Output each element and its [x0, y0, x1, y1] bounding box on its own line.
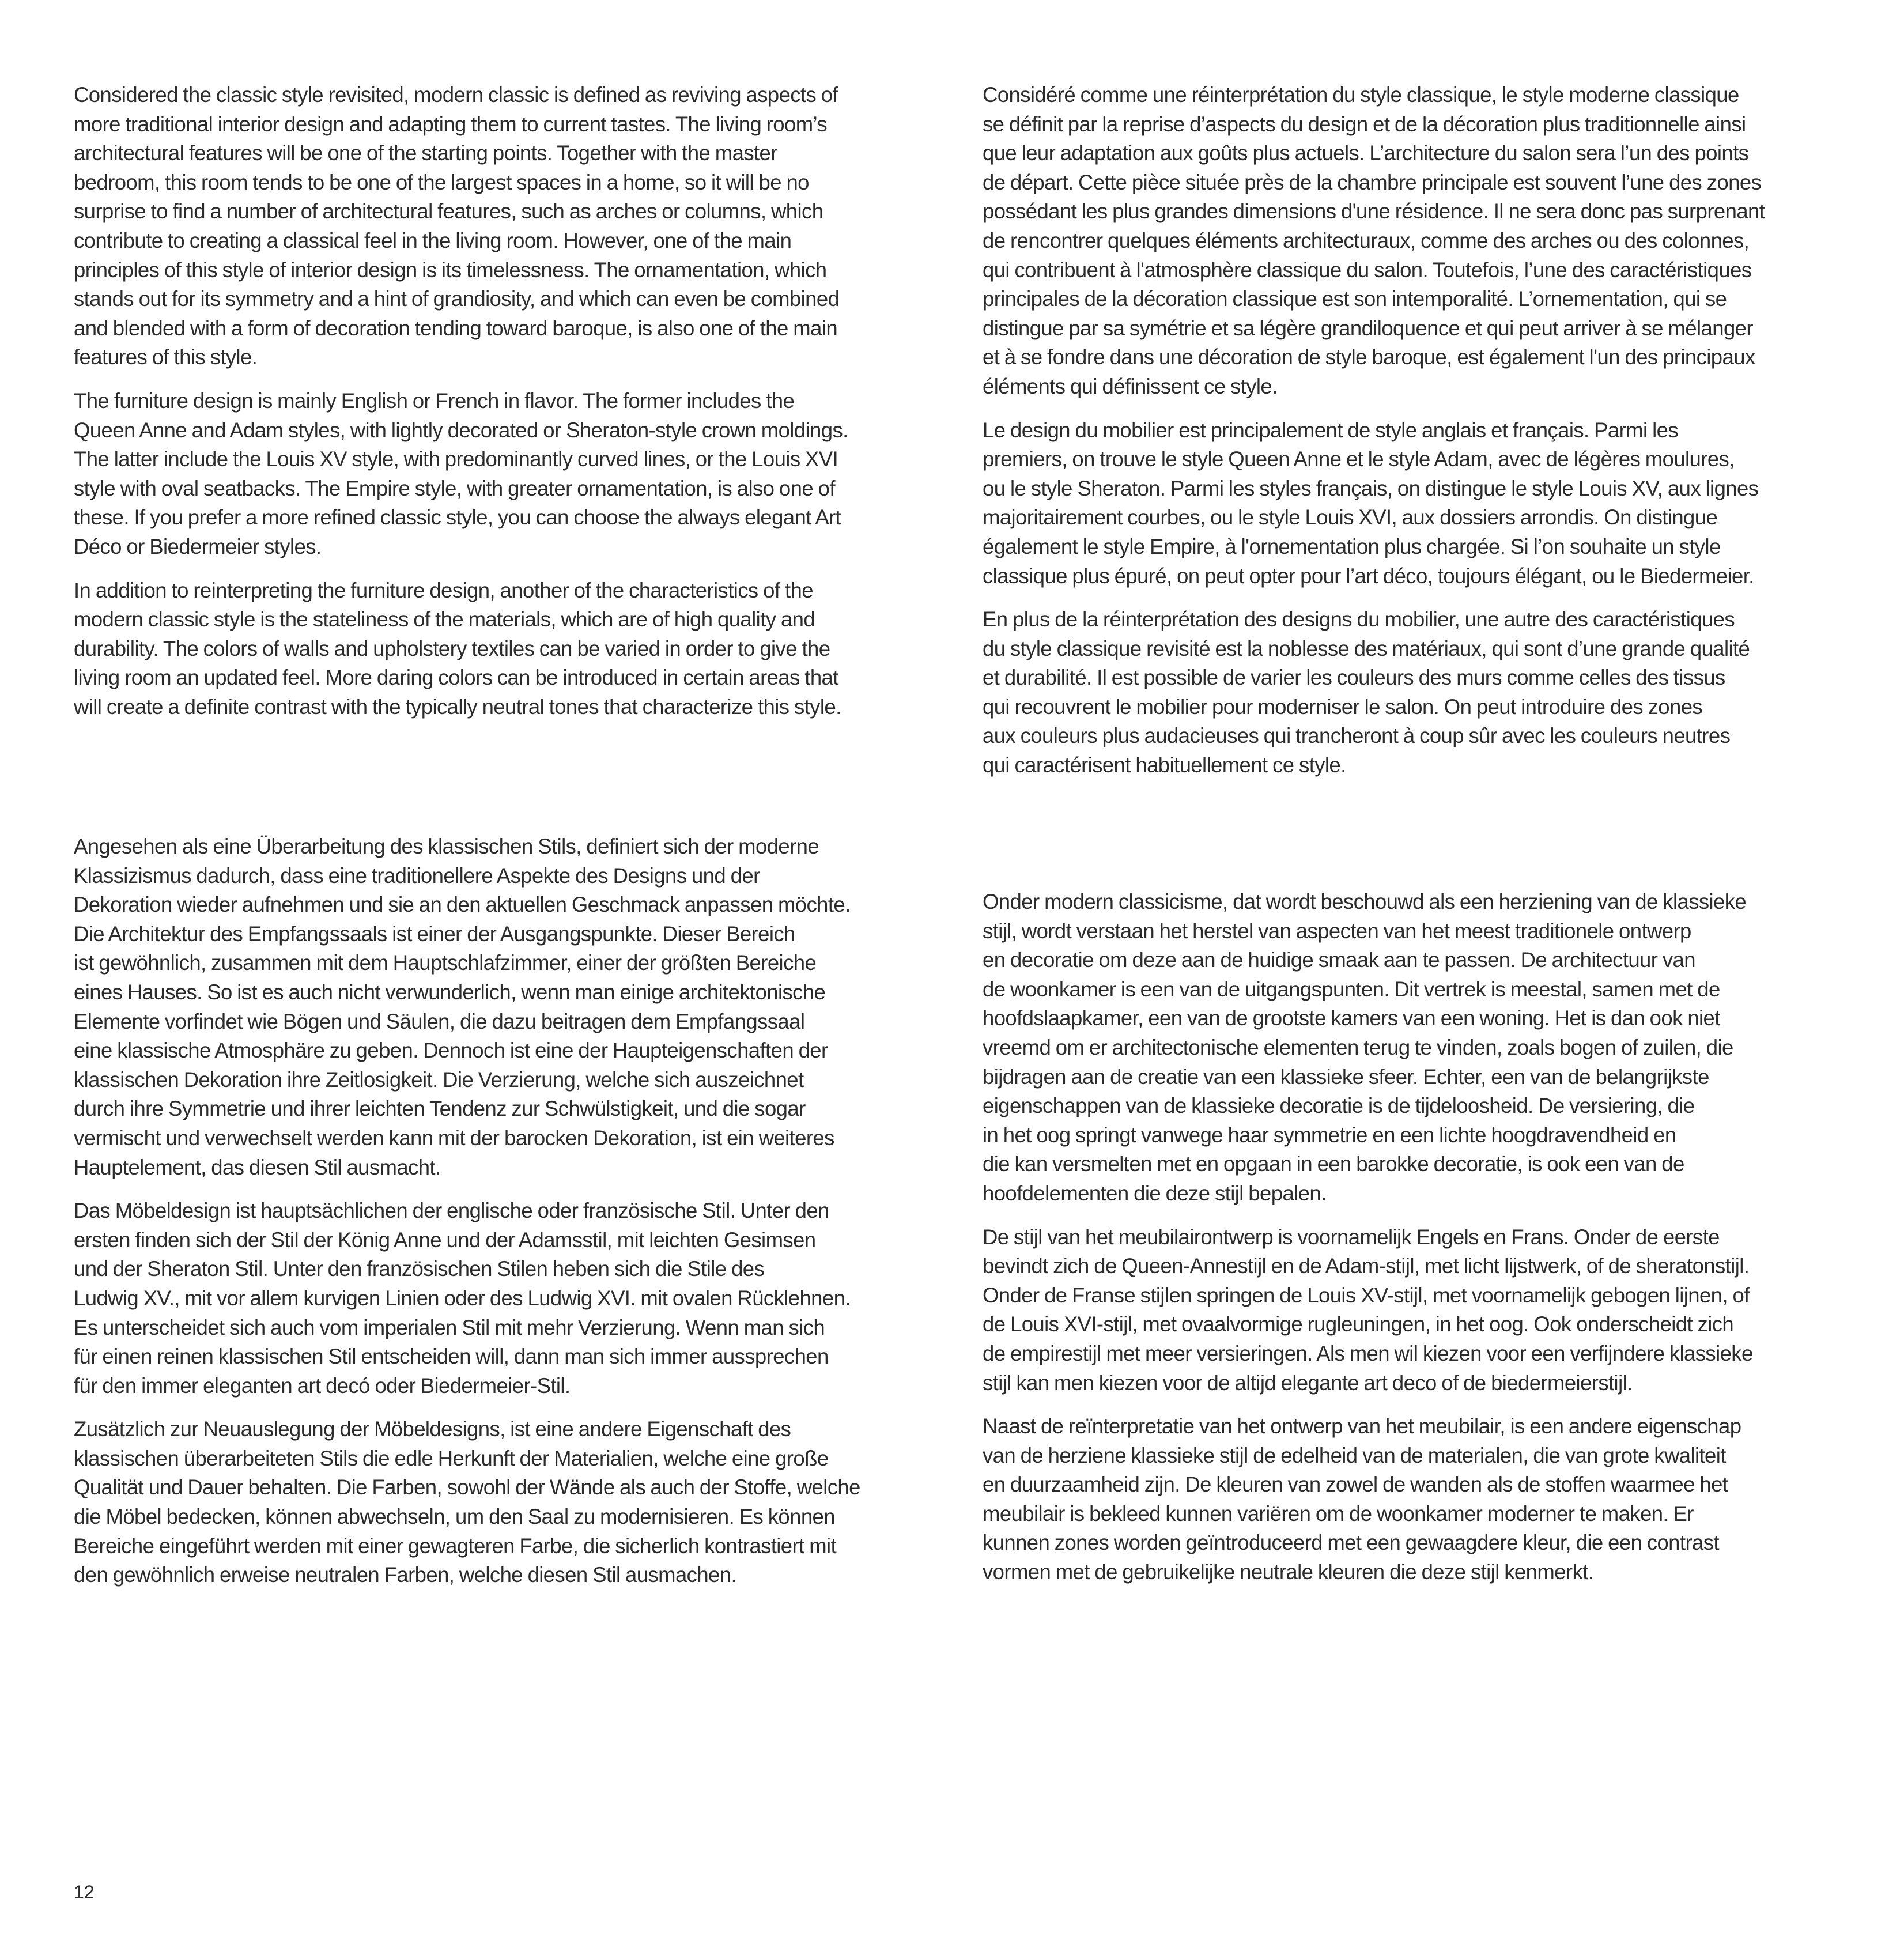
french-paragraph-1 — [983, 81, 1847, 402]
text-line: eigenschappen van de klassieke decoratie is de tijdeloosheid. De versiering, die — [983, 1094, 1695, 1118]
text-line: Onder de Franse stijlen springen de Louis XV-stijl, met voornamelijk gebogen lijnen, of — [983, 1283, 1750, 1307]
text-line: majoritairement courbes, ou le style Louis XVI, aux dossiers arrondis. On distingue — [983, 505, 1718, 530]
text-line: features of this style. — [74, 345, 258, 369]
text-line: these. If you prefer a more refined classic style, you can choose the always elegant Art — [74, 505, 841, 530]
text-line: will create a definite contrast with the typically neutral tones that characterize this style. — [74, 694, 841, 719]
text-line: distingue par sa symétrie et sa légère grandiloquence et qui peut arriver à se mélanger — [983, 316, 1753, 340]
text-line: für einen reinen klassischen Stil entscheiden will, dann man sich immer aussprechen — [74, 1345, 829, 1369]
text-line: de rencontrer quelques éléments architecturaux, comme des arches ou des colonnes, — [983, 228, 1750, 252]
text-line: qui recouvrent le mobilier pour moderniser le salon. On peut introduire des zones — [983, 694, 1703, 719]
text-line: The furniture design is mainly English or French in flavor. The former includes the — [74, 388, 795, 413]
text-line: modern classic style is the stateliness of the materials, which are of high quality and — [74, 607, 815, 632]
french-text-column — [983, 81, 1847, 795]
dutch-paragraph-3 — [983, 1412, 1847, 1587]
text-line: et durabilité. Il est possible de varier les couleurs des murs comme celles des tissus — [983, 666, 1725, 690]
german-paragraph-2 — [74, 1196, 938, 1400]
text-line: ist gewöhnlich, zusammen mit dem Hauptschlafzimmer, einer der größten Bereiche — [74, 951, 817, 975]
text-line: Die Architektur des Empfangssaals ist einer der Ausgangspunkte. Dieser Bereich — [74, 922, 795, 946]
text-line: surprise to find a number of architectural features, such as arches or columns, which — [74, 199, 823, 224]
text-line: Queen Anne and Adam styles, with lightly decorated or Sheraton-style crown moldings. — [74, 418, 848, 442]
text-line: Onder modern classicisme, dat wordt beschouwd als een herziening van de klassieke — [983, 890, 1747, 913]
english-paragraph-3 — [74, 576, 938, 722]
text-line: more traditional interior design and adapting them to current tastes. The living room’s — [74, 112, 828, 136]
text-line: meubilair is bekleed kunnen variëren om de woonkamer moderner te maken. Er — [983, 1501, 1694, 1526]
text-line: En plus de la réinterprétation des designs du mobilier, une autre des caractéristiques — [983, 607, 1735, 632]
text-line: living room an updated feel. More daring colors can be introduced in certain areas that — [74, 666, 838, 690]
text-line: durch ihre Symmetrie und ihrer leichten Tendenz zur Schwülstigkeit, und die sogar — [74, 1097, 806, 1121]
text-line: Angesehen als eine Überarbeitung des klassischen Stils, definiert sich der moderne — [74, 835, 819, 858]
text-line: kunnen zones worden geïntroduceerd met een gewaagdere kleur, die een contrast — [983, 1531, 1719, 1555]
text-line: contribute to creating a classical feel in the living room. However, one of the main — [74, 228, 792, 252]
text-line: en decoratie om deze aan de huidige smaak aan te passen. De architectuur van — [983, 948, 1695, 972]
text-line: premiers, on trouve le style Queen Anne et le style Adam, avec de légères moulures, — [983, 447, 1735, 471]
english-paragraph-1 — [74, 81, 938, 372]
text-line: Das Möbeldesign ist hauptsächlichen der englische oder französische Stil. Unter den — [74, 1199, 829, 1223]
text-line: in het oog springt vanwege haar symmetrie en een lichte hoogdravendheid en — [983, 1123, 1676, 1147]
text-line: bevindt zich de Queen-Annestijl en de Adam-stijl, met licht lijstwerk, of de sheratonstijl. — [983, 1254, 1750, 1278]
text-line: Déco or Biedermeier styles. — [74, 534, 322, 558]
text-line: ersten finden sich der Stil der König Anne und der Adamsstil, mit leichten Gesimsen — [74, 1228, 816, 1252]
text-line: vreemd om er architectonische elementen terug te vinden, zoals bogen of zuilen, die — [983, 1035, 1733, 1059]
text-line: principles of this style of interior design is its timelessness. The ornamentation, which — [74, 258, 827, 282]
text-line: en duurzaamheid zijn. De kleuren van zowel de wanden als de stoffen waarmee het — [983, 1473, 1728, 1497]
text-line: Bereiche eingeführt werden mit einer gewagteren Farbe, die sicherlich kontrastiert mit — [74, 1534, 837, 1558]
text-line: principales de la décoration classique est son intemporalité. L’ornementation, qui se — [983, 287, 1727, 311]
text-line: The latter include the Louis XV style, with predominantly curved lines, or the Louis XVI — [74, 447, 838, 471]
dutch-paragraph-2 — [983, 1223, 1847, 1398]
text-line: également le style Empire, à l'ornementation plus chargée. Si l’on souhaite un style — [983, 534, 1721, 558]
text-line: qui contribuent à l'atmosphère classique du salon. Toutefois, l’une des caractéristiques — [983, 258, 1752, 282]
text-line: bedroom, this room tends to be one of the largest spaces in a home, so it will be no — [74, 170, 809, 194]
text-line: In addition to reinterpreting the furniture design, another of the characteristics of the — [74, 578, 813, 602]
text-line: de woonkamer is een van de uitgangspunten. Dit vertrek is meestal, samen met de — [983, 977, 1720, 1001]
text-line: van de herziene klassieke stijl de edelheid van de materialen, die van grote kwaliteit — [983, 1443, 1726, 1467]
page-number: 12 — [74, 1882, 95, 1902]
text-line: classique plus épuré, on peut opter pour l’art déco, toujours élégant, ou le Biedermeier. — [983, 564, 1754, 588]
text-line: and blended with a form of decoration tending toward baroque, is also one of the main — [74, 316, 838, 340]
german-paragraph-1 — [74, 832, 938, 1182]
text-line: die kan versmelten met en opgaan in een barokke decoratie, is ook een van de — [983, 1152, 1684, 1176]
text-line: Le design du mobilier est principalement de style anglais et français. Parmi les — [983, 418, 1679, 442]
text-line: klassischen überarbeiteten Stils die edle Herkunft der Materialien, welche eine große — [74, 1446, 829, 1470]
french-paragraph-3 — [983, 605, 1847, 780]
text-line: de empirestijl met meer versieringen. Als men wil kiezen voor een verfijndere klassieke — [983, 1341, 1753, 1365]
text-line: Es unterscheidet sich auch vom imperialen Stil mit mehr Verzierung. Wenn man sich — [74, 1315, 825, 1339]
english-text-column — [74, 81, 938, 736]
text-line: stands out for its symmetry and a hint of grandiosity, and which can even be combined — [74, 287, 840, 311]
text-line: du style classique revisité est la noblesse des matériaux, qui sont d’une grande qualité — [983, 636, 1750, 660]
text-line: possédant les plus grandes dimensions d'une résidence. Il ne sera donc pas surprenant — [983, 199, 1765, 224]
text-line: hoofdelementen die deze stijl bepalen. — [983, 1181, 1327, 1205]
text-line: Considéré comme une réinterprétation du style classique, le style moderne classique — [983, 83, 1739, 107]
text-line: et à se fondre dans une décoration de style baroque, est également l'un des principaux — [983, 345, 1755, 369]
text-line: stijl, wordt verstaan het herstel van aspecten van het meest traditionele ontwerp — [983, 919, 1691, 943]
text-line: eines Hauses. So ist es auch nicht verwunderlich, wenn man einige architektonische — [74, 980, 826, 1004]
text-line: die Möbel bedecken, können abwechseln, um den Saal zu modernisieren. Es können — [74, 1505, 835, 1529]
text-line: für den immer eleganten art decó oder Biedermeier-Stil. — [74, 1373, 571, 1398]
text-line: stijl kan men kiezen voor de altijd elegante art deco of de biedermeierstijl. — [983, 1371, 1633, 1395]
text-line: vormen met de gebruikelijke neutrale kleuren die deze stijl kenmerkt. — [983, 1560, 1594, 1584]
text-line: Elemente vorfindet wie Bögen und Säulen, die dazu beitragen dem Empfangssaal — [74, 1009, 805, 1033]
text-line: se définit par la reprise d’aspects du design et de la décoration plus traditionnelle ainsi — [983, 112, 1746, 136]
text-line: vermischt und verwechselt werden kann mit der barocken Dekoration, ist ein weiteres — [74, 1126, 834, 1150]
text-line: Ludwig XV., mit vor allem kurvigen Linien oder des Ludwig XVI. mit ovalen Rücklehnen. — [74, 1286, 851, 1310]
text-line: de Louis XVI-stijl, met ovaalvormige rugleuningen, in het oog. Ook onderscheidt zich — [983, 1312, 1734, 1337]
text-line: hoofdslaapkamer, een van de grootste kamers van een woning. Het is dan ook niet — [983, 1006, 1720, 1030]
text-line: de départ. Cette pièce située près de la chambre principale est souvent l’une des zones — [983, 170, 1762, 194]
text-line: durability. The colors of walls and upholstery textiles can be varied in order to give the — [74, 636, 830, 660]
text-line: architectural features will be one of the starting points. Together with the master — [74, 141, 777, 165]
text-line: klassischen Dekoration ihre Zeitlosigkeit. Die Verzierung, welche sich auszeichnet — [74, 1067, 804, 1092]
text-line: eine klassische Atmosphäre zu geben. Dennoch ist eine der Haupteigenschaften der — [74, 1039, 828, 1063]
german-text-column — [74, 832, 938, 1604]
text-line: aux couleurs plus audacieuses qui trancheront à coup sûr avec les couleurs neutres — [983, 724, 1731, 748]
text-line: style with oval seatbacks. The Empire style, with greater ornamentation, is also one of — [74, 476, 835, 500]
text-line: que leur adaptation aux goûts plus actuels. L’architecture du salon sera l’un des points — [983, 141, 1749, 165]
text-line: Considered the classic style revisited, modern classic is defined as reviving aspects of — [74, 83, 838, 107]
text-line: den gewöhnlich erweise neutralen Farben, welche diesen Stil ausmachen. — [74, 1563, 737, 1587]
text-line: Klassizismus dadurch, dass eine traditionellere Aspekte des Designs und der — [74, 863, 760, 888]
text-line: De stijl van het meubilairontwerp is voornamelijk Engels en Frans. Onder de eerste — [983, 1225, 1720, 1249]
text-line: bijdragen aan de creatie van een klassieke sfeer. Echter, een van de belangrijkste — [983, 1064, 1709, 1089]
dutch-text-column — [983, 888, 1847, 1602]
text-line: Zusätzlich zur Neuauslegung der Möbeldesigns, ist eine andere Eigenschaft des — [74, 1417, 791, 1441]
text-line: Dekoration wieder aufnehmen und sie an den aktuellen Geschmack anpassen möchte. — [74, 893, 851, 917]
german-paragraph-3 — [74, 1415, 938, 1590]
text-line: Qualität und Dauer behalten. Die Farben, sowohl der Wände als auch der Stoffe, welche — [74, 1475, 860, 1500]
text-line: ou le style Sheraton. Parmi les styles français, on distingue le style Louis XV, aux lignes — [983, 476, 1759, 500]
dutch-paragraph-1 — [983, 888, 1847, 1209]
text-line: éléments qui définissent ce style. — [983, 374, 1278, 398]
text-line: Naast de reïnterpretatie van het ontwerp van het meubilair, is een andere eigenschap — [983, 1414, 1741, 1439]
text-line: qui caractérisent habituellement ce style. — [983, 753, 1346, 777]
text-line: Hauptelement, das diesen Stil ausmacht. — [74, 1155, 441, 1179]
text-line: und der Sheraton Stil. Unter den französischen Stilen heben sich die Stile des — [74, 1257, 765, 1281]
french-paragraph-2 — [983, 416, 1847, 591]
english-paragraph-2 — [74, 387, 938, 562]
